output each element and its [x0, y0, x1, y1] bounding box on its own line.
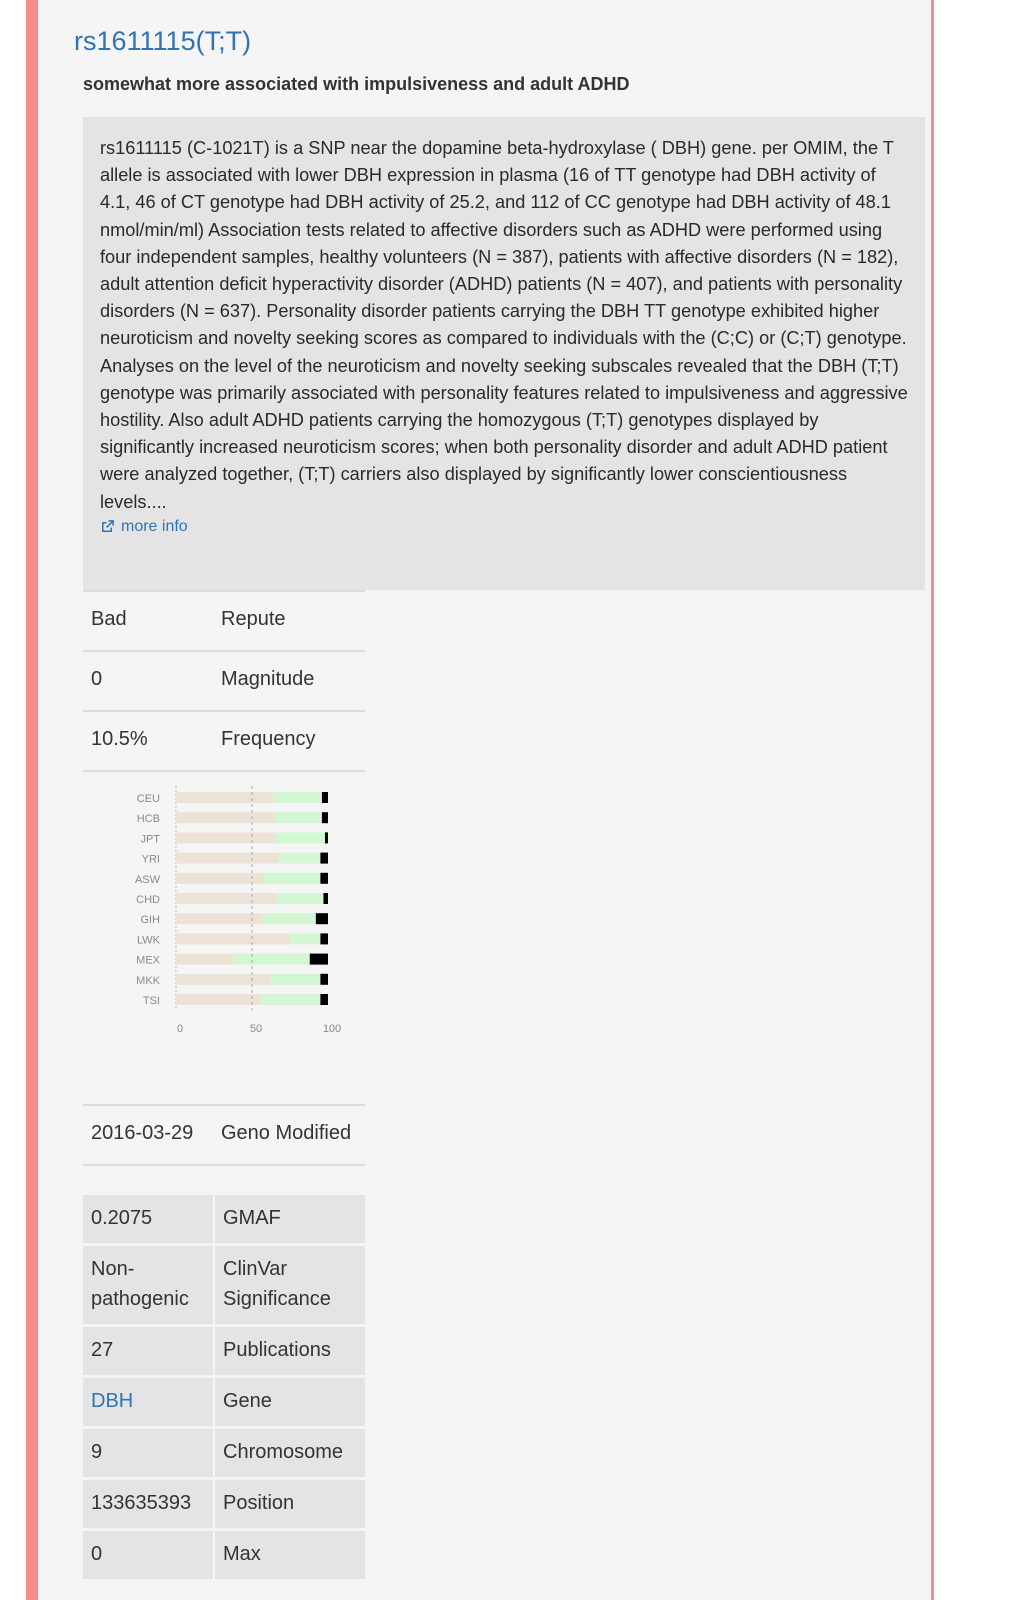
gene-label: Gene — [214, 1377, 365, 1428]
gene-value — [83, 1377, 214, 1428]
bar-ceu-segment-0 — [176, 792, 273, 803]
max-value: 0 — [83, 1530, 214, 1580]
table-row — [83, 711, 365, 771]
bar-yri-segment-1 — [279, 853, 320, 864]
bar-gih-segment-2 — [316, 913, 328, 924]
population-frequency-chart — [83, 780, 365, 1060]
table-row — [83, 1245, 365, 1326]
bar-gih-segment-1 — [263, 913, 316, 924]
table-row — [83, 1105, 365, 1165]
bar-jpt-segment-1 — [275, 832, 325, 843]
bar-yri-segment-0 — [176, 853, 279, 864]
category-label-jpt: JPT — [140, 833, 160, 846]
bar-chd-segment-0 — [176, 893, 276, 904]
gmaf-label: GMAF — [214, 1194, 365, 1245]
gmaf-value: 0.2075 — [83, 1194, 214, 1245]
magnitude-label: Magnitude — [213, 651, 365, 711]
position-label: Position — [214, 1479, 365, 1530]
bar-tsi-segment-0 — [176, 994, 261, 1005]
chromosome-value: 9 — [83, 1428, 214, 1479]
publications-value: 27 — [83, 1326, 214, 1377]
table-row — [83, 1326, 365, 1377]
table-row — [83, 1479, 365, 1530]
category-label-hcb: HCB — [136, 813, 160, 826]
x-tick-label-0: 0 — [176, 1023, 184, 1036]
x-tick-label-50: 50 — [249, 1023, 263, 1036]
bar-jpt-segment-0 — [176, 832, 275, 843]
category-label-mex: MEX — [136, 954, 160, 967]
bar-mex-segment-2 — [310, 954, 328, 965]
max-label: Max — [214, 1530, 365, 1580]
bar-mkk-segment-0 — [176, 974, 270, 985]
bar-lwk-segment-0 — [176, 933, 290, 944]
bar-hcb-segment-1 — [275, 812, 322, 823]
summary-text: somewhat more associated with impulsiveness and adult ADHD — [83, 74, 630, 94]
bar-ceu-segment-1 — [273, 792, 322, 803]
description-text: rs1611115 (C-1021T) is a SNP near the dopamine beta-hydroxylase ( DBH) gene. per OMIM, the T allele is associated with lower DBH expression in plasma (16 of TT genotype had DBH activity of 4.1, 46 of CT genotype had DBH activity of 25.2, and 112 of CC genotype had DBH activity of 48.1 nmol/min/ml) Association tests related to affective disorders such as ADHD were performed using four independent samples, healthy volunteers (N = 387), patients with affective disorders (N = 182), adult attention deficit hyperactivity disorder (ADHD) patients (N = 407), and patients with personality disorders (N = 637). Personality disorder patients carrying the DBH TT genotype exhibited higher neuroticism and novelty seeking scores as compared to individuals with the (C;C) or (C;T) genotype. Analyses on the level of the neuroticism and novelty seeking subscales revealed that the DBH (T;T) genotype was primarily associated with personality features related to impulsiveness and aggressive hostility. Also adult ADHD patients carrying the homozygous (T;T) genotypes displayed by significantly increased neuroticism scores; when both personality disorder and adult ADHD patient were analyzed together, (T;T) carriers also displayed by significantly lower conscientiousness levels.... — [100, 138, 908, 512]
category-label-gih: GIH — [140, 914, 160, 927]
category-label-yri: YRI — [141, 853, 160, 866]
category-label-ceu: CEU — [136, 793, 160, 805]
category-label-mkk: MKK — [136, 974, 160, 987]
table-row — [83, 1530, 365, 1580]
external-link-icon — [100, 519, 115, 534]
magnitude-value: 0 — [83, 651, 213, 711]
bar-gih-segment-0 — [176, 913, 263, 924]
properties-table-mid — [83, 1104, 365, 1166]
x-tick-label-100: 100 — [322, 1023, 342, 1036]
bar-mkk-segment-2 — [320, 974, 328, 985]
bar-jpt-segment-2 — [325, 832, 328, 843]
bar-chd-segment-1 — [276, 893, 323, 904]
bar-mkk-segment-1 — [270, 974, 320, 985]
geno-modified-value: 2016-03-29 — [83, 1105, 213, 1165]
bar-lwk-segment-2 — [320, 933, 328, 944]
table-row — [83, 1377, 365, 1428]
description-box — [83, 117, 925, 590]
bar-tsi-segment-1 — [261, 994, 320, 1005]
bar-ceu-segment-2 — [322, 792, 328, 803]
page-title[interactable]: rs1611115(T;T) — [74, 26, 252, 56]
more-info-label: more info — [121, 517, 188, 535]
publications-label: Publications — [214, 1326, 365, 1377]
position-value: 133635393 — [83, 1479, 214, 1530]
table-row — [83, 1428, 365, 1479]
frequency-value: 10.5% — [83, 711, 213, 771]
category-label-tsi: TSI — [142, 995, 160, 1007]
clinvar-value: Non-pathogenic — [83, 1245, 214, 1326]
category-label-chd: CHD — [136, 894, 160, 906]
bar-hcb-segment-0 — [176, 812, 275, 823]
chromosome-label: Chromosome — [214, 1428, 365, 1479]
table-row — [83, 591, 365, 651]
repute-value: Bad — [83, 591, 213, 651]
category-label-lwk: LWK — [136, 934, 160, 947]
properties-table-top — [83, 590, 365, 772]
bar-hcb-segment-2 — [322, 812, 328, 823]
gene-link[interactable]: DBH — [91, 1390, 134, 1412]
bar-mex-segment-1 — [234, 954, 310, 965]
snp-panel — [26, 0, 934, 1600]
bar-lwk-segment-1 — [290, 933, 320, 944]
frequency-label: Frequency — [213, 711, 365, 771]
bar-asw-segment-2 — [320, 873, 328, 884]
bar-tsi-segment-2 — [320, 994, 328, 1005]
category-label-asw: ASW — [134, 873, 160, 886]
table-row — [83, 651, 365, 711]
bar-chd-segment-2 — [323, 893, 328, 904]
geno-modified-label: Geno Modified — [213, 1105, 365, 1165]
properties-table-bottom — [83, 1192, 365, 1579]
bar-mex-segment-0 — [176, 954, 234, 965]
more-info-link[interactable] — [100, 518, 909, 536]
bar-yri-segment-2 — [320, 853, 328, 864]
repute-label: Repute — [213, 591, 365, 651]
table-row — [83, 1194, 365, 1245]
clinvar-label: ClinVar Significance — [214, 1245, 365, 1326]
bar-asw-segment-1 — [264, 873, 320, 884]
bar-asw-segment-0 — [176, 873, 264, 884]
